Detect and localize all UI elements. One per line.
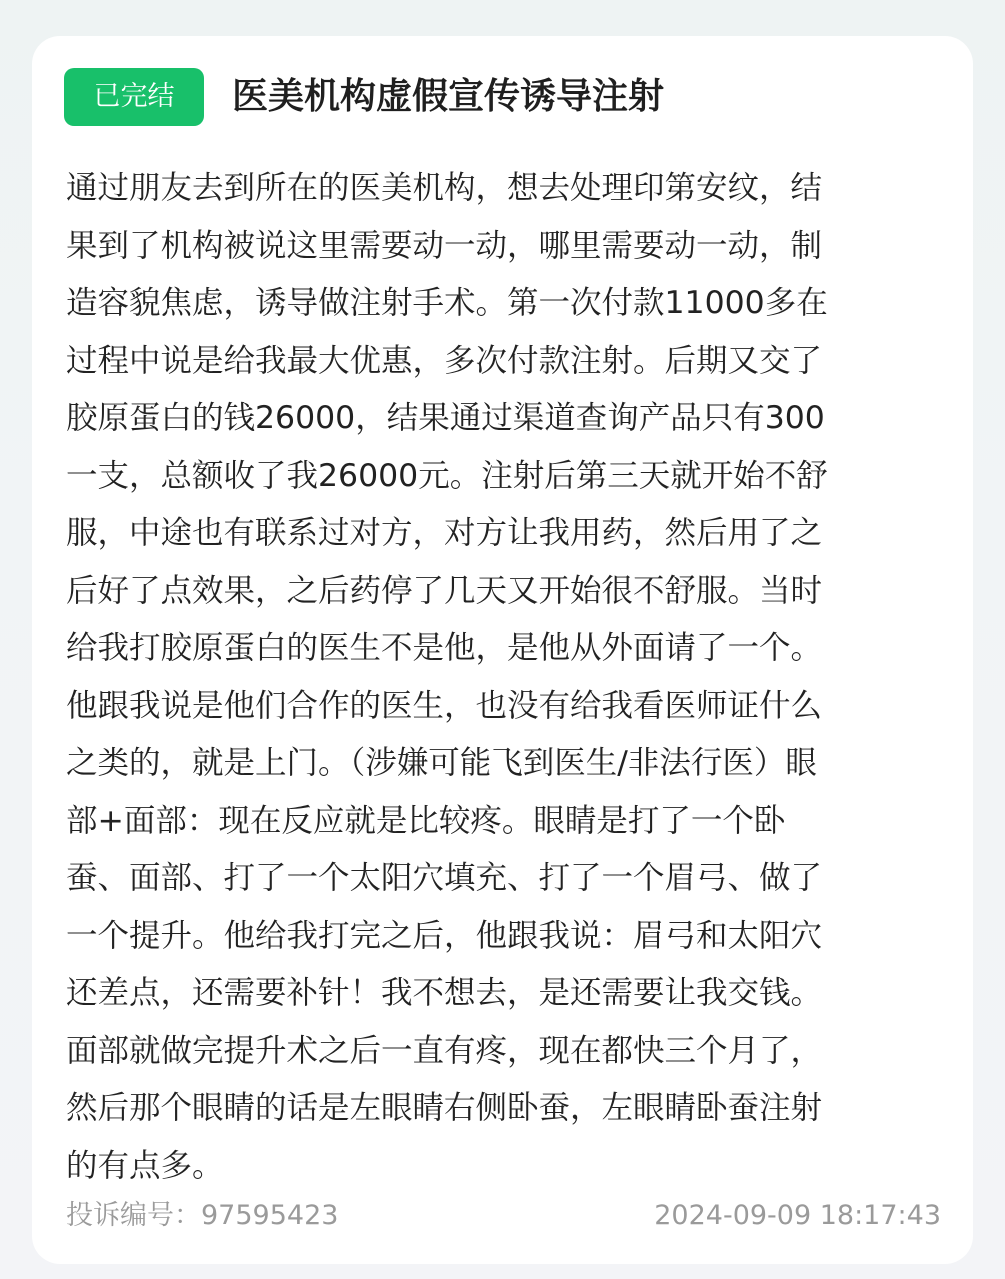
- complaint-timestamp: 2024-09-09 18:17:43: [654, 1200, 941, 1231]
- body-line: 造容貌焦虑，诱导做注射手术。第一次付款11000多在: [66, 285, 828, 321]
- complaint-id-label: 投诉编号：: [66, 1200, 201, 1231]
- status-badge: 已完结: [64, 68, 204, 126]
- body-line: 胶原蛋白的钱26000，结果通过渠道查询产品只有300: [66, 400, 825, 436]
- complaint-card[interactable]: [32, 36, 973, 1264]
- body-line: 面部就做完提升术之后一直有疼，现在都快三个月了，: [66, 1032, 823, 1069]
- body-line: 的有点多。: [66, 1147, 224, 1184]
- complaint-body: [66, 160, 946, 1195]
- complaint-id-value: 97595423: [201, 1200, 339, 1231]
- complaint-title: 医美机构虚假宣传诱导注射: [232, 76, 665, 117]
- body-line: 部+面部：现在反应就是比较疼。眼睛是打了一个卧: [66, 802, 786, 839]
- body-line: 他跟我说是他们合作的医生，也没有给我看医师证什么: [66, 687, 823, 724]
- body-line: 后好了点效果，之后药停了几天又开始很不舒服。当时: [66, 572, 823, 609]
- body-line: 一个提升。他给我打完之后，他跟我说：眉弓和太阳穴: [66, 917, 823, 954]
- complaint-id: [66, 1196, 338, 1236]
- body-line: 果到了机构被说这里需要动一动，哪里需要动一动，制: [66, 227, 823, 264]
- body-line: 然后那个眼睛的话是左眼睛右侧卧蚕，左眼睛卧蚕注射: [66, 1090, 823, 1126]
- body-line: 还差点，还需要补针！我不想去，是还需要让我交钱。: [66, 975, 823, 1011]
- complaint-footer: [66, 1196, 941, 1236]
- body-line: 给我打胶原蛋白的医生不是他，是他从外面请了一个。: [66, 630, 823, 666]
- body-line: 一支，总额收了我26000元。注射后第三天就开始不舒: [66, 457, 828, 494]
- body-line: 过程中说是给我最大优惠，多次付款注射。后期又交了: [66, 342, 823, 379]
- body-line: 通过朋友去到所在的医美机构，想去处理印第安纹，结: [66, 170, 823, 206]
- body-line: 服，中途也有联系过对方，对方让我用药，然后用了之: [66, 515, 823, 551]
- body-line: 之类的，就是上门。（涉嫌可能飞到医生/非法行医）眼: [66, 745, 817, 781]
- body-line: 蚕、面部、打了一个太阳穴填充、打了一个眉弓、做了: [66, 860, 823, 896]
